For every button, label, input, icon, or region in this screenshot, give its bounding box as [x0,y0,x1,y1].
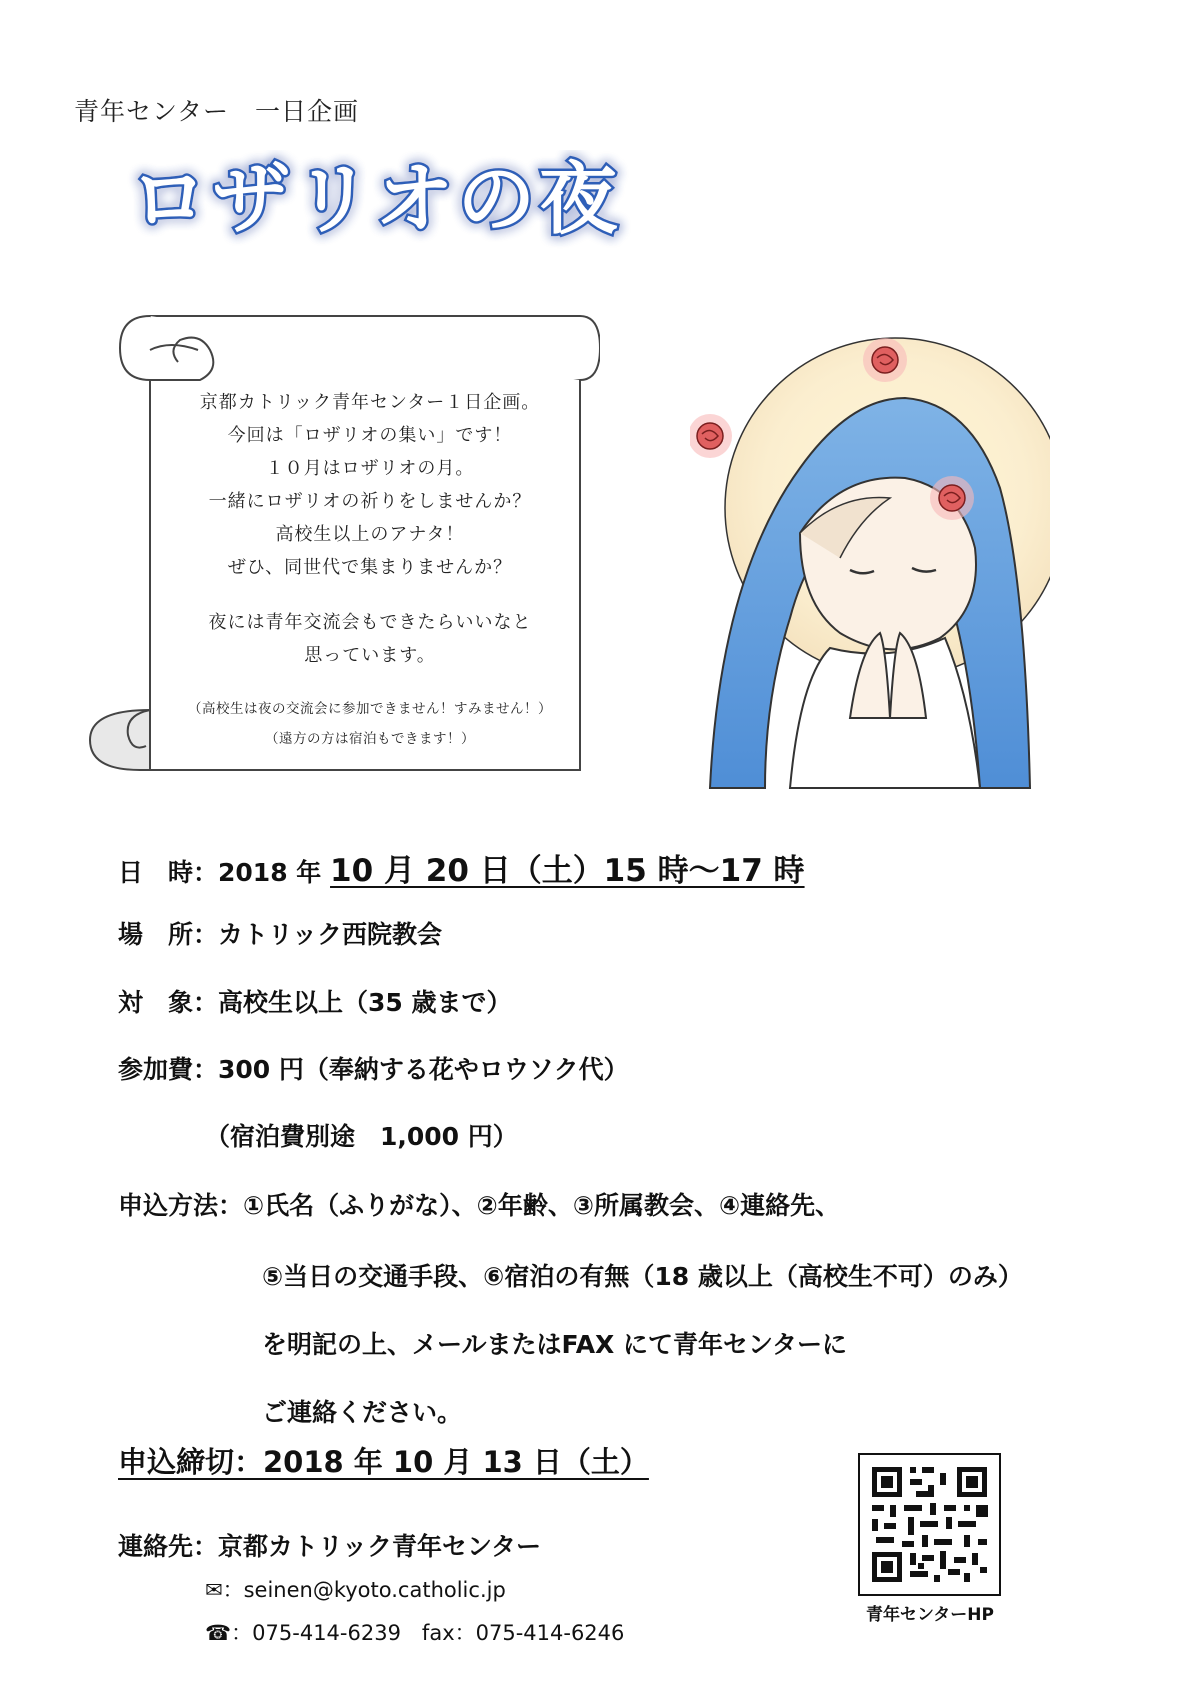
fee-label: 参加費： [118,1055,219,1084]
method-line: を明記の上、メールまたはFAX にて青年センターに [262,1330,848,1359]
fee-row [118,1050,629,1086]
email-prefix: ： [222,1578,244,1602]
place-value: カトリック西院教会 [218,920,443,949]
rose-icon [930,476,974,520]
qr-code[interactable] [858,1453,1001,1596]
message-line: １０月はロザリオの月。 [265,458,475,479]
qr-code-icon [860,1455,999,1594]
message-line: 高校生以上のアナタ！ [275,524,465,545]
envelope-icon: ✉ [205,1578,223,1602]
message-line: 思っています。 [304,645,436,666]
scroll-message [150,386,590,754]
message-line: ぜひ、同世代で集まりませんか？ [227,557,513,578]
contact-label: 連絡先： [118,1532,219,1561]
contact-name: 京都カトリック青年センター [218,1532,542,1561]
mary-illustration [690,318,1050,793]
message-line: 一緒にロザリオの祈りをしませんか？ [208,491,532,512]
tel-prefix: ： [231,1621,253,1645]
rose-icon [690,414,732,458]
method-label: 申込方法： [118,1191,244,1220]
event-title [120,150,680,250]
deadline: 申込締切：2018 年 10 月 13 日（土） [118,1445,649,1479]
target-value: 高校生以上（35 歳まで） [218,988,512,1017]
telephone-icon: ☎ [205,1621,232,1645]
method-line: ①氏名（ふりがな）、②年齢、③所属教会、④連絡先、 [243,1191,841,1220]
rose-icon [863,338,907,382]
date-main: 10 月 20 日（土）15 時～17 時 [330,853,805,889]
place-row [118,915,442,951]
tel-fax-numbers: 075-414-6239 fax：075-414-6246 [252,1621,625,1645]
message-line: 夜には青年交流会もできたらいいなと [208,612,532,633]
message-line: 京都カトリック青年センター１日企画。 [199,392,541,413]
message-note: （高校生は夜の交流会に参加できません！すみません！） [188,701,552,717]
title-text: ロザリオの夜 [130,155,622,245]
contact-tel-line [205,1617,624,1647]
qr-label: 青年センターHP [865,1605,994,1625]
place-label: 場 所： [118,920,219,949]
date-year: 2018 年 [218,858,322,887]
date-label: 日 時： [118,858,219,887]
target-label: 対 象： [118,988,219,1017]
fee-extra: （宿泊費別途 1,000 円） [205,1122,518,1151]
method-line: ⑤当日の交通手段、⑥宿泊の有無（18 歳以上（高校生不可）のみ） [262,1262,1023,1291]
message-line: 今回は「ロザリオの集い」です！ [227,425,513,446]
subtitle: 青年センター 一日企画 [74,97,360,126]
contact-email-line [205,1574,506,1604]
contact-row [118,1527,541,1563]
target-row [118,983,512,1019]
date-row [118,845,805,890]
method-line: ご連絡ください。 [262,1398,463,1427]
email-address[interactable]: seinen@kyoto.catholic.jp [243,1578,506,1602]
fee-value: 300 円（奉納する花やロウソク代） [218,1055,629,1084]
message-note: （遠方の方は宿泊もできます！） [265,731,475,747]
method-row [118,1186,840,1222]
